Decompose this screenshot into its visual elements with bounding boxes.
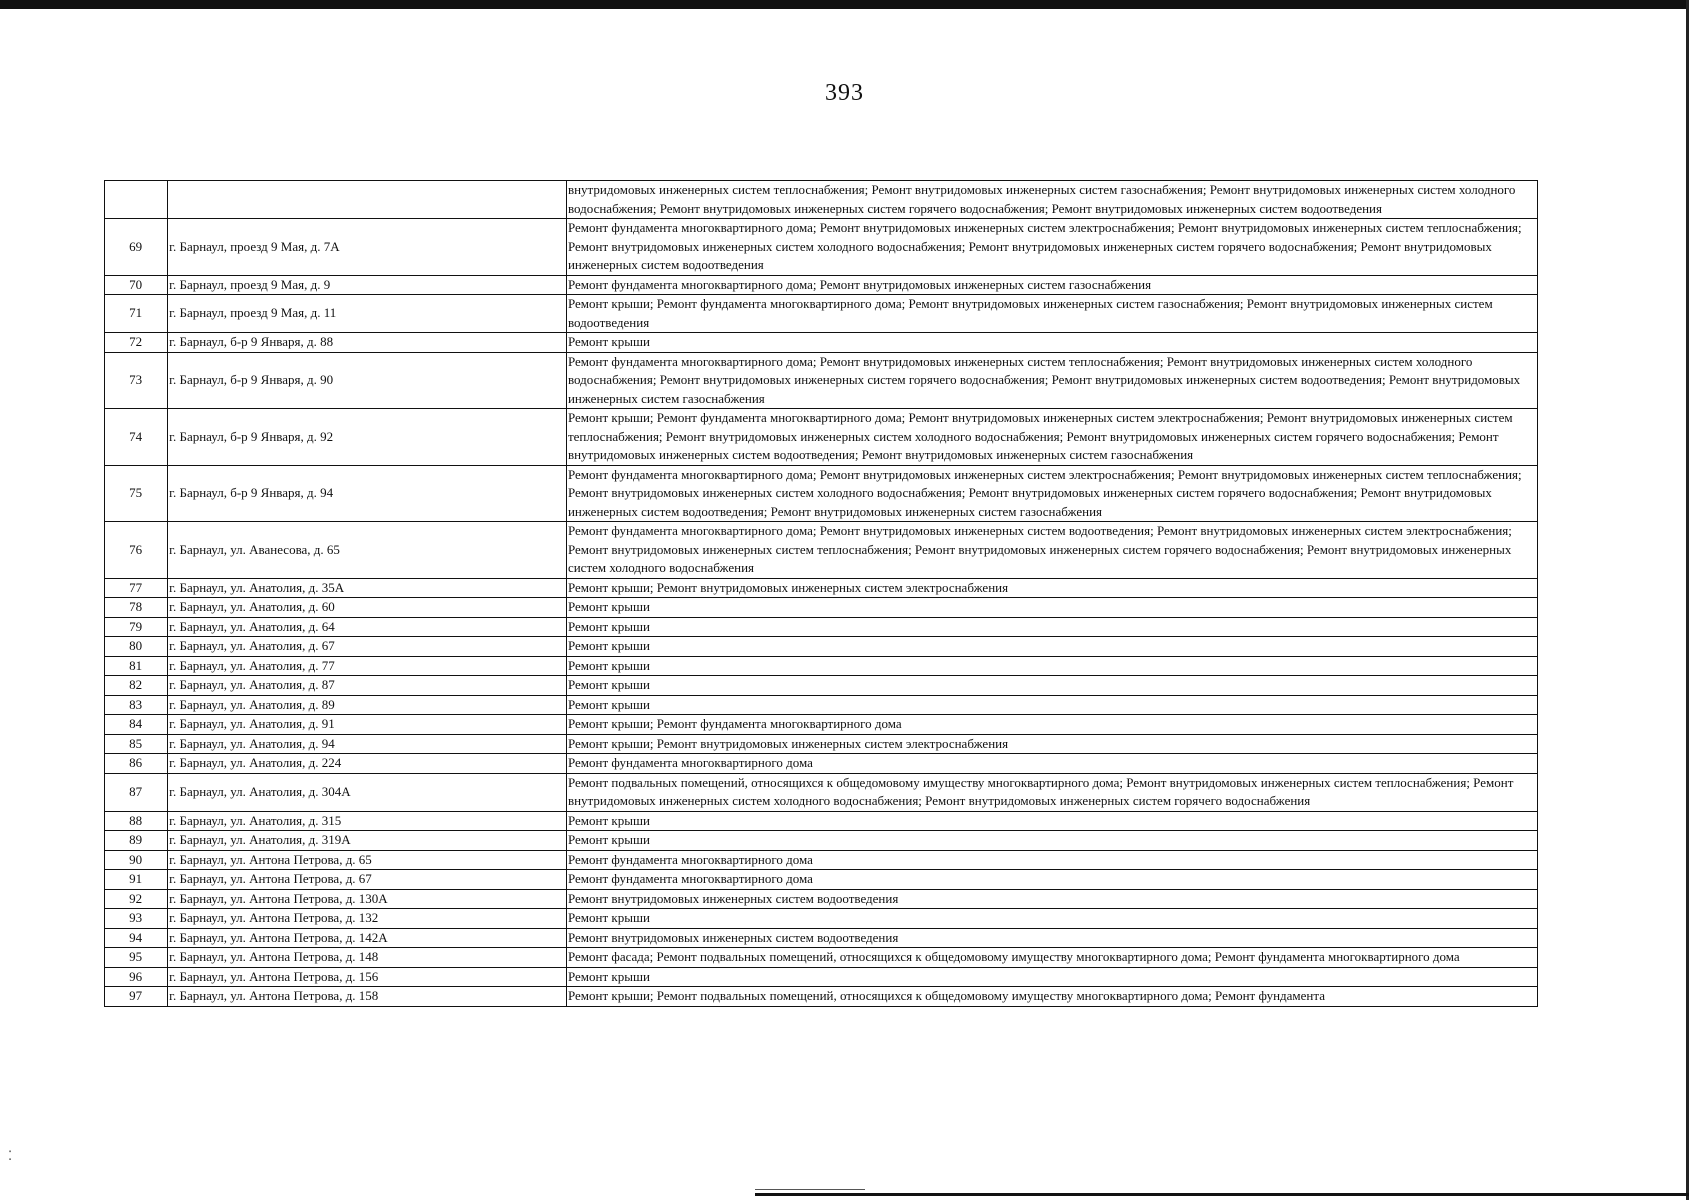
address-cell: г. Барнаул, б-р 9 Января, д. 88 (168, 333, 567, 353)
row-number-cell: 72 (105, 333, 168, 353)
row-number-cell (105, 181, 168, 219)
repair-work-cell: Ремонт фундамента многоквартирного дома; Ремонт внутридомовых инженерных систем водоотведения; Ремонт внутридомовых инженерных систем электроснабжения; Ремонт внутридомовых инженерных систем теплоснабжения; Ремонт внутридомовых инженерных систем горячего водоснабжения; Ремонт внутридомовых инженерных систем холодного водоснабжения (566, 522, 1537, 579)
repair-work-cell: Ремонт крыши (566, 676, 1537, 696)
repair-work-cell: Ремонт фундамента многоквартирного дома; Ремонт внутридомовых инженерных систем электроснабжения; Ремонт внутридомовых инженерных систем теплоснабжения; Ремонт внутридомовых инженерных систем холодного водоснабжения; Ремонт внутридомовых инженерных систем горячего водоснабжения; Ремонт внутридомовых инженерных систем водоотведения (566, 219, 1537, 276)
address-cell: г. Барнаул, ул. Анатолия, д. 67 (168, 637, 567, 657)
table-row (105, 928, 1538, 948)
address-cell: г. Барнаул, ул. Антона Петрова, д. 158 (168, 987, 567, 1007)
margin-mark: ⁚ (8, 1148, 13, 1163)
row-number-cell: 93 (105, 909, 168, 929)
repair-work-cell: Ремонт крыши (566, 831, 1537, 851)
table-row (105, 987, 1538, 1007)
table-row (105, 352, 1538, 409)
row-number-cell: 97 (105, 987, 168, 1007)
table-row (105, 676, 1538, 696)
table-row (105, 465, 1538, 522)
table-row (105, 948, 1538, 968)
repair-work-cell: Ремонт крыши; Ремонт внутридомовых инженерных систем электроснабжения (566, 734, 1537, 754)
address-cell: г. Барнаул, ул. Анатолия, д. 304А (168, 773, 567, 811)
address-cell: г. Барнаул, ул. Анатолия, д. 64 (168, 617, 567, 637)
bottom-rule (755, 1193, 1689, 1196)
table-row (105, 734, 1538, 754)
repair-work-cell: Ремонт крыши; Ремонт фундамента многоквартирного дома (566, 715, 1537, 735)
repair-work-cell: Ремонт фундамента многоквартирного дома (566, 870, 1537, 890)
address-cell: г. Барнаул, проезд 9 Мая, д. 7А (168, 219, 567, 276)
row-number-cell: 96 (105, 967, 168, 987)
repair-work-cell: Ремонт крыши (566, 695, 1537, 715)
table-row (105, 637, 1538, 657)
address-cell: г. Барнаул, ул. Анатолия, д. 224 (168, 754, 567, 774)
row-number-cell: 90 (105, 850, 168, 870)
table-row (105, 889, 1538, 909)
address-cell: г. Барнаул, ул. Анатолия, д. 87 (168, 676, 567, 696)
address-cell: г. Барнаул, ул. Антона Петрова, д. 156 (168, 967, 567, 987)
table-row (105, 219, 1538, 276)
row-number-cell: 92 (105, 889, 168, 909)
row-number-cell: 79 (105, 617, 168, 637)
table-row (105, 295, 1538, 333)
row-number-cell: 94 (105, 928, 168, 948)
repair-work-cell: Ремонт фасада; Ремонт подвальных помещений, относящихся к общедомовому имуществу многоквартирного дома; Ремонт фундамента многоквартирного дома (566, 948, 1537, 968)
address-cell: г. Барнаул, ул. Антона Петрова, д. 130А (168, 889, 567, 909)
address-cell: г. Барнаул, проезд 9 Мая, д. 11 (168, 295, 567, 333)
repair-list-table (104, 180, 1538, 1007)
row-number-cell: 77 (105, 578, 168, 598)
bottom-rule-thin (755, 1189, 865, 1190)
row-number-cell: 70 (105, 275, 168, 295)
repair-work-cell: Ремонт фундамента многоквартирного дома; Ремонт внутридомовых инженерных систем электроснабжения; Ремонт внутридомовых инженерных систем теплоснабжения; Ремонт внутридомовых инженерных систем холодного водоснабжения; Ремонт внутридомовых инженерных систем горячего водоснабжения; Ремонт внутридомовых инженерных систем водоотведения; Ремонт внутридомовых инженерных систем газоснабжения (566, 465, 1537, 522)
row-number-cell: 80 (105, 637, 168, 657)
repair-work-cell: Ремонт крыши (566, 598, 1537, 618)
table-row (105, 181, 1538, 219)
row-number-cell: 76 (105, 522, 168, 579)
address-cell: г. Барнаул, ул. Аванесова, д. 65 (168, 522, 567, 579)
repair-work-cell: Ремонт крыши (566, 811, 1537, 831)
repair-work-cell: Ремонт фундамента многоквартирного дома; Ремонт внутридомовых инженерных систем газоснабжения (566, 275, 1537, 295)
row-number-cell: 83 (105, 695, 168, 715)
row-number-cell: 89 (105, 831, 168, 851)
table-row (105, 656, 1538, 676)
table-row (105, 831, 1538, 851)
table-row (105, 811, 1538, 831)
row-number-cell: 88 (105, 811, 168, 831)
repair-work-cell: Ремонт фундамента многоквартирного дома; Ремонт внутридомовых инженерных систем теплоснабжения; Ремонт внутридомовых инженерных систем холодного водоснабжения; Ремонт внутридомовых инженерных систем горячего водоснабжения; Ремонт внутридомовых инженерных систем водоотведения; Ремонт внутридомовых инженерных систем газоснабжения (566, 352, 1537, 409)
repair-work-cell: Ремонт внутридомовых инженерных систем водоотведения (566, 889, 1537, 909)
table-body (105, 181, 1538, 1007)
row-number-cell: 75 (105, 465, 168, 522)
repair-work-cell: Ремонт крыши; Ремонт фундамента многоквартирного дома; Ремонт внутридомовых инженерных систем электроснабжения; Ремонт внутридомовых инженерных систем теплоснабжения; Ремонт внутридомовых инженерных систем холодного водоснабжения; Ремонт внутридомовых инженерных систем горячего водоснабжения; Ремонт внутридомовых инженерных систем водоотведения; Ремонт внутридомовых инженерных систем газоснабжения (566, 409, 1537, 466)
row-number-cell: 78 (105, 598, 168, 618)
row-number-cell: 73 (105, 352, 168, 409)
repair-work-cell: Ремонт крыши (566, 617, 1537, 637)
address-cell: г. Барнаул, ул. Антона Петрова, д. 67 (168, 870, 567, 890)
row-number-cell: 91 (105, 870, 168, 890)
repair-work-cell: Ремонт крыши; Ремонт внутридомовых инженерных систем электроснабжения (566, 578, 1537, 598)
table-row (105, 967, 1538, 987)
address-cell: г. Барнаул, ул. Антона Петрова, д. 142А (168, 928, 567, 948)
row-number-cell: 87 (105, 773, 168, 811)
repair-work-cell: Ремонт фундамента многоквартирного дома (566, 754, 1537, 774)
repair-work-cell: Ремонт крыши (566, 656, 1537, 676)
table-row (105, 617, 1538, 637)
table-row (105, 695, 1538, 715)
row-number-cell: 86 (105, 754, 168, 774)
table-row (105, 598, 1538, 618)
address-cell: г. Барнаул, ул. Антона Петрова, д. 65 (168, 850, 567, 870)
repair-work-cell: Ремонт крыши (566, 909, 1537, 929)
address-cell: г. Барнаул, ул. Анатолия, д. 315 (168, 811, 567, 831)
address-cell: г. Барнаул, ул. Антона Петрова, д. 148 (168, 948, 567, 968)
address-cell: г. Барнаул, ул. Анатолия, д. 91 (168, 715, 567, 735)
row-number-cell: 74 (105, 409, 168, 466)
repair-work-cell: Ремонт крыши (566, 967, 1537, 987)
table-row (105, 275, 1538, 295)
row-number-cell: 84 (105, 715, 168, 735)
repair-work-cell: Ремонт фундамента многоквартирного дома (566, 850, 1537, 870)
table-row (105, 754, 1538, 774)
repair-work-cell: Ремонт крыши; Ремонт фундамента многоквартирного дома; Ремонт внутридомовых инженерных систем газоснабжения; Ремонт внутридомовых инженерных систем водоотведения (566, 295, 1537, 333)
table-row (105, 715, 1538, 735)
repair-work-cell: Ремонт подвальных помещений, относящихся к общедомовому имуществу многоквартирного дома; Ремонт внутридомовых инженерных систем теплоснабжения; Ремонт внутридомовых инженерных систем холодного водоснабжения; Ремонт внутридомовых инженерных систем горячего водоснабжения (566, 773, 1537, 811)
address-cell (168, 181, 567, 219)
top-border (0, 0, 1689, 9)
repair-work-cell: Ремонт крыши; Ремонт подвальных помещений, относящихся к общедомовому имуществу многоквартирного дома; Ремонт фундамента (566, 987, 1537, 1007)
table-row (105, 773, 1538, 811)
address-cell: г. Барнаул, ул. Анатолия, д. 60 (168, 598, 567, 618)
repair-work-cell: Ремонт внутридомовых инженерных систем водоотведения (566, 928, 1537, 948)
address-cell: г. Барнаул, ул. Анатолия, д. 77 (168, 656, 567, 676)
address-cell: г. Барнаул, ул. Анатолия, д. 319А (168, 831, 567, 851)
address-cell: г. Барнаул, б-р 9 Января, д. 94 (168, 465, 567, 522)
page-number: 393 (825, 80, 864, 106)
table-row (105, 850, 1538, 870)
table-row (105, 522, 1538, 579)
row-number-cell: 81 (105, 656, 168, 676)
address-cell: г. Барнаул, б-р 9 Января, д. 90 (168, 352, 567, 409)
row-number-cell: 95 (105, 948, 168, 968)
address-cell: г. Барнаул, ул. Анатолия, д. 35А (168, 578, 567, 598)
repair-work-cell: Ремонт крыши (566, 333, 1537, 353)
address-cell: г. Барнаул, ул. Анатолия, д. 94 (168, 734, 567, 754)
address-cell: г. Барнаул, ул. Антона Петрова, д. 132 (168, 909, 567, 929)
row-number-cell: 85 (105, 734, 168, 754)
table-row (105, 409, 1538, 466)
table-row (105, 870, 1538, 890)
row-number-cell: 69 (105, 219, 168, 276)
repair-work-cell: Ремонт крыши (566, 637, 1537, 657)
row-number-cell: 71 (105, 295, 168, 333)
table-row (105, 909, 1538, 929)
repair-work-cell: внутридомовых инженерных систем теплоснабжения; Ремонт внутридомовых инженерных систем газоснабжения; Ремонт внутридомовых инженерных систем холодного водоснабжения; Ремонт внутридомовых инженерных систем горячего водоснабжения; Ремонт внутридомовых инженерных систем водоотведения (566, 181, 1537, 219)
address-cell: г. Барнаул, б-р 9 Января, д. 92 (168, 409, 567, 466)
table-row (105, 578, 1538, 598)
row-number-cell: 82 (105, 676, 168, 696)
address-cell: г. Барнаул, проезд 9 Мая, д. 9 (168, 275, 567, 295)
address-cell: г. Барнаул, ул. Анатолия, д. 89 (168, 695, 567, 715)
table-row (105, 333, 1538, 353)
